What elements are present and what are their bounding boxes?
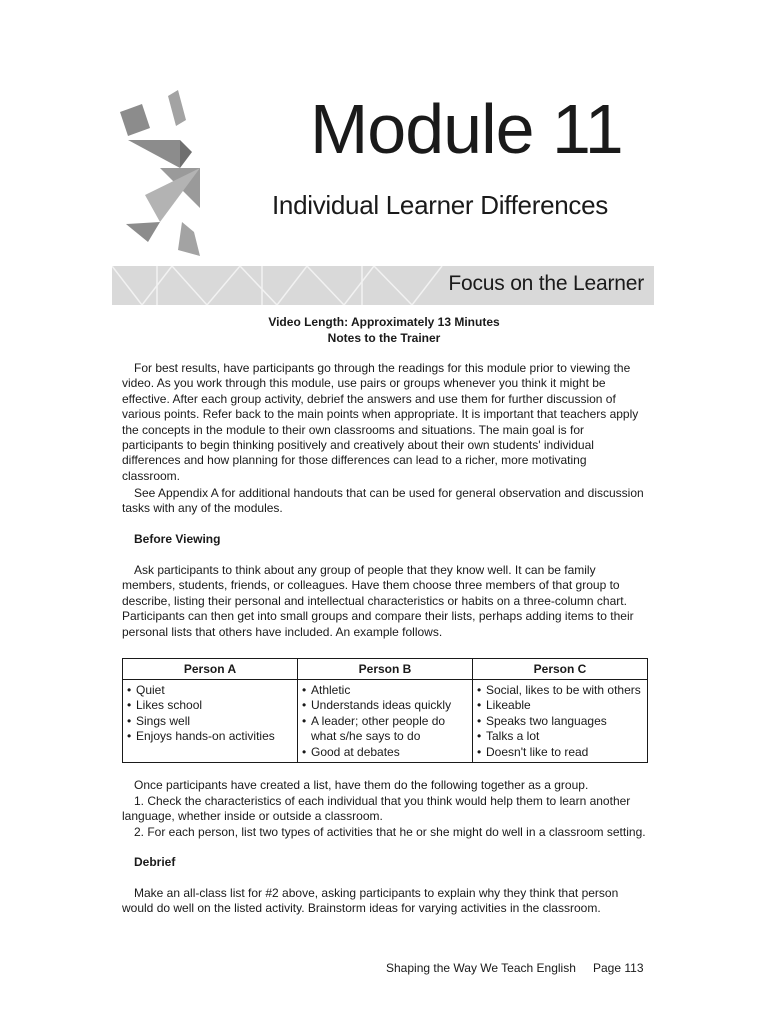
list-item: • Speaks two languages [477,714,643,729]
notes-heading: Notes to the Trainer [327,331,441,345]
footer-book-title: Shaping the Way We Teach English [386,961,576,975]
list-item: • Social, likes to be with others [477,683,643,698]
person-b-list [302,683,468,760]
focus-label: Focus on the Learner [448,272,644,295]
instruction-item-1 [122,794,647,825]
list-item: • Enjoys hands-on activities [127,729,293,744]
person-c-list [477,683,643,760]
group-instructions-lead [122,778,647,793]
appendix-paragraph-text: See Appendix A for additional handouts that can be used for general observation and discussion tasks with any of the modules. [122,486,644,516]
column-header: Person C [473,659,648,680]
person-c-cell [473,680,648,763]
module-title: Module 11 [310,90,623,168]
intro-paragraph-text: For best results, have participants go through the readings for this module prior to viewing the video. As you work through this module, use pairs or groups whenever you think it might be effective. After each group activity, debrief the answers and use them for further discussion of various points. Refer back to the main points when appropriate. It is important that teachers apply the concepts in the module to their own classrooms and situations. The main goal is for participants to begin thinking positively and creatively about their own students' individual differences and how planning for those differences can lead to a richer, more motivating classroom. [122,361,639,483]
instruction-item-2 [122,825,647,840]
debrief-heading: Debrief [134,855,176,869]
person-a-cell [123,680,298,763]
instruction-item-1-text: 1. Check the characteristics of each individual that you think would help them to learn another language, whether inside or outside a classroom. [122,794,631,824]
list-item: • Athletic [302,683,468,698]
list-item: • Likes school [127,698,293,713]
list-item: • Good at debates [302,745,468,760]
list-item: • Doesn't like to read [477,745,643,760]
footer-page-number: Page 113 [593,961,644,975]
appendix-paragraph [122,486,647,517]
tangram-figure-logo [120,90,215,260]
list-item: • Sings well [127,714,293,729]
column-header: Person A [123,659,298,680]
list-item: • Talks a lot [477,729,643,744]
intro-paragraph [122,361,647,484]
video-length-heading: Video Length: Approximately 13 Minutes [268,315,500,329]
list-item: • A leader; other people do what s/he says to do [302,714,468,745]
list-item: • Understands ideas quickly [302,698,468,713]
instruction-item-2-text: 2. For each person, list two types of activities that he or she might do well in a classroom setting. [134,825,646,839]
person-a-list [127,683,293,745]
debrief-paragraph [122,886,647,917]
focus-banner [112,266,654,305]
before-viewing-paragraph [122,563,647,640]
list-item: • Likeable [477,698,643,713]
group-instructions-lead-text: Once participants have created a list, have them do the following together as a group. [134,778,589,792]
column-header: Person B [298,659,473,680]
debrief-paragraph-text: Make an all-class list for #2 above, asking participants to explain why they think that person would do well on the listed activity. Brainstorm ideas for varying activities in the classroom. [122,886,619,916]
list-item: • Quiet [127,683,293,698]
persons-table [122,658,648,763]
module-subtitle: Individual Learner Differences [272,190,608,220]
person-b-cell [298,680,473,763]
before-viewing-heading: Before Viewing [134,532,221,546]
before-viewing-paragraph-text: Ask participants to think about any group of people that they know well. It can be family members, students, friends, or colleagues. Have them choose three members of that group to describe, listing their personal and intellectual characteristics or habits on a three-column chart. Participants can then get into small groups and compare their lists, perhaps adding items to their personal lists that others have included. An example follows. [122,563,634,639]
